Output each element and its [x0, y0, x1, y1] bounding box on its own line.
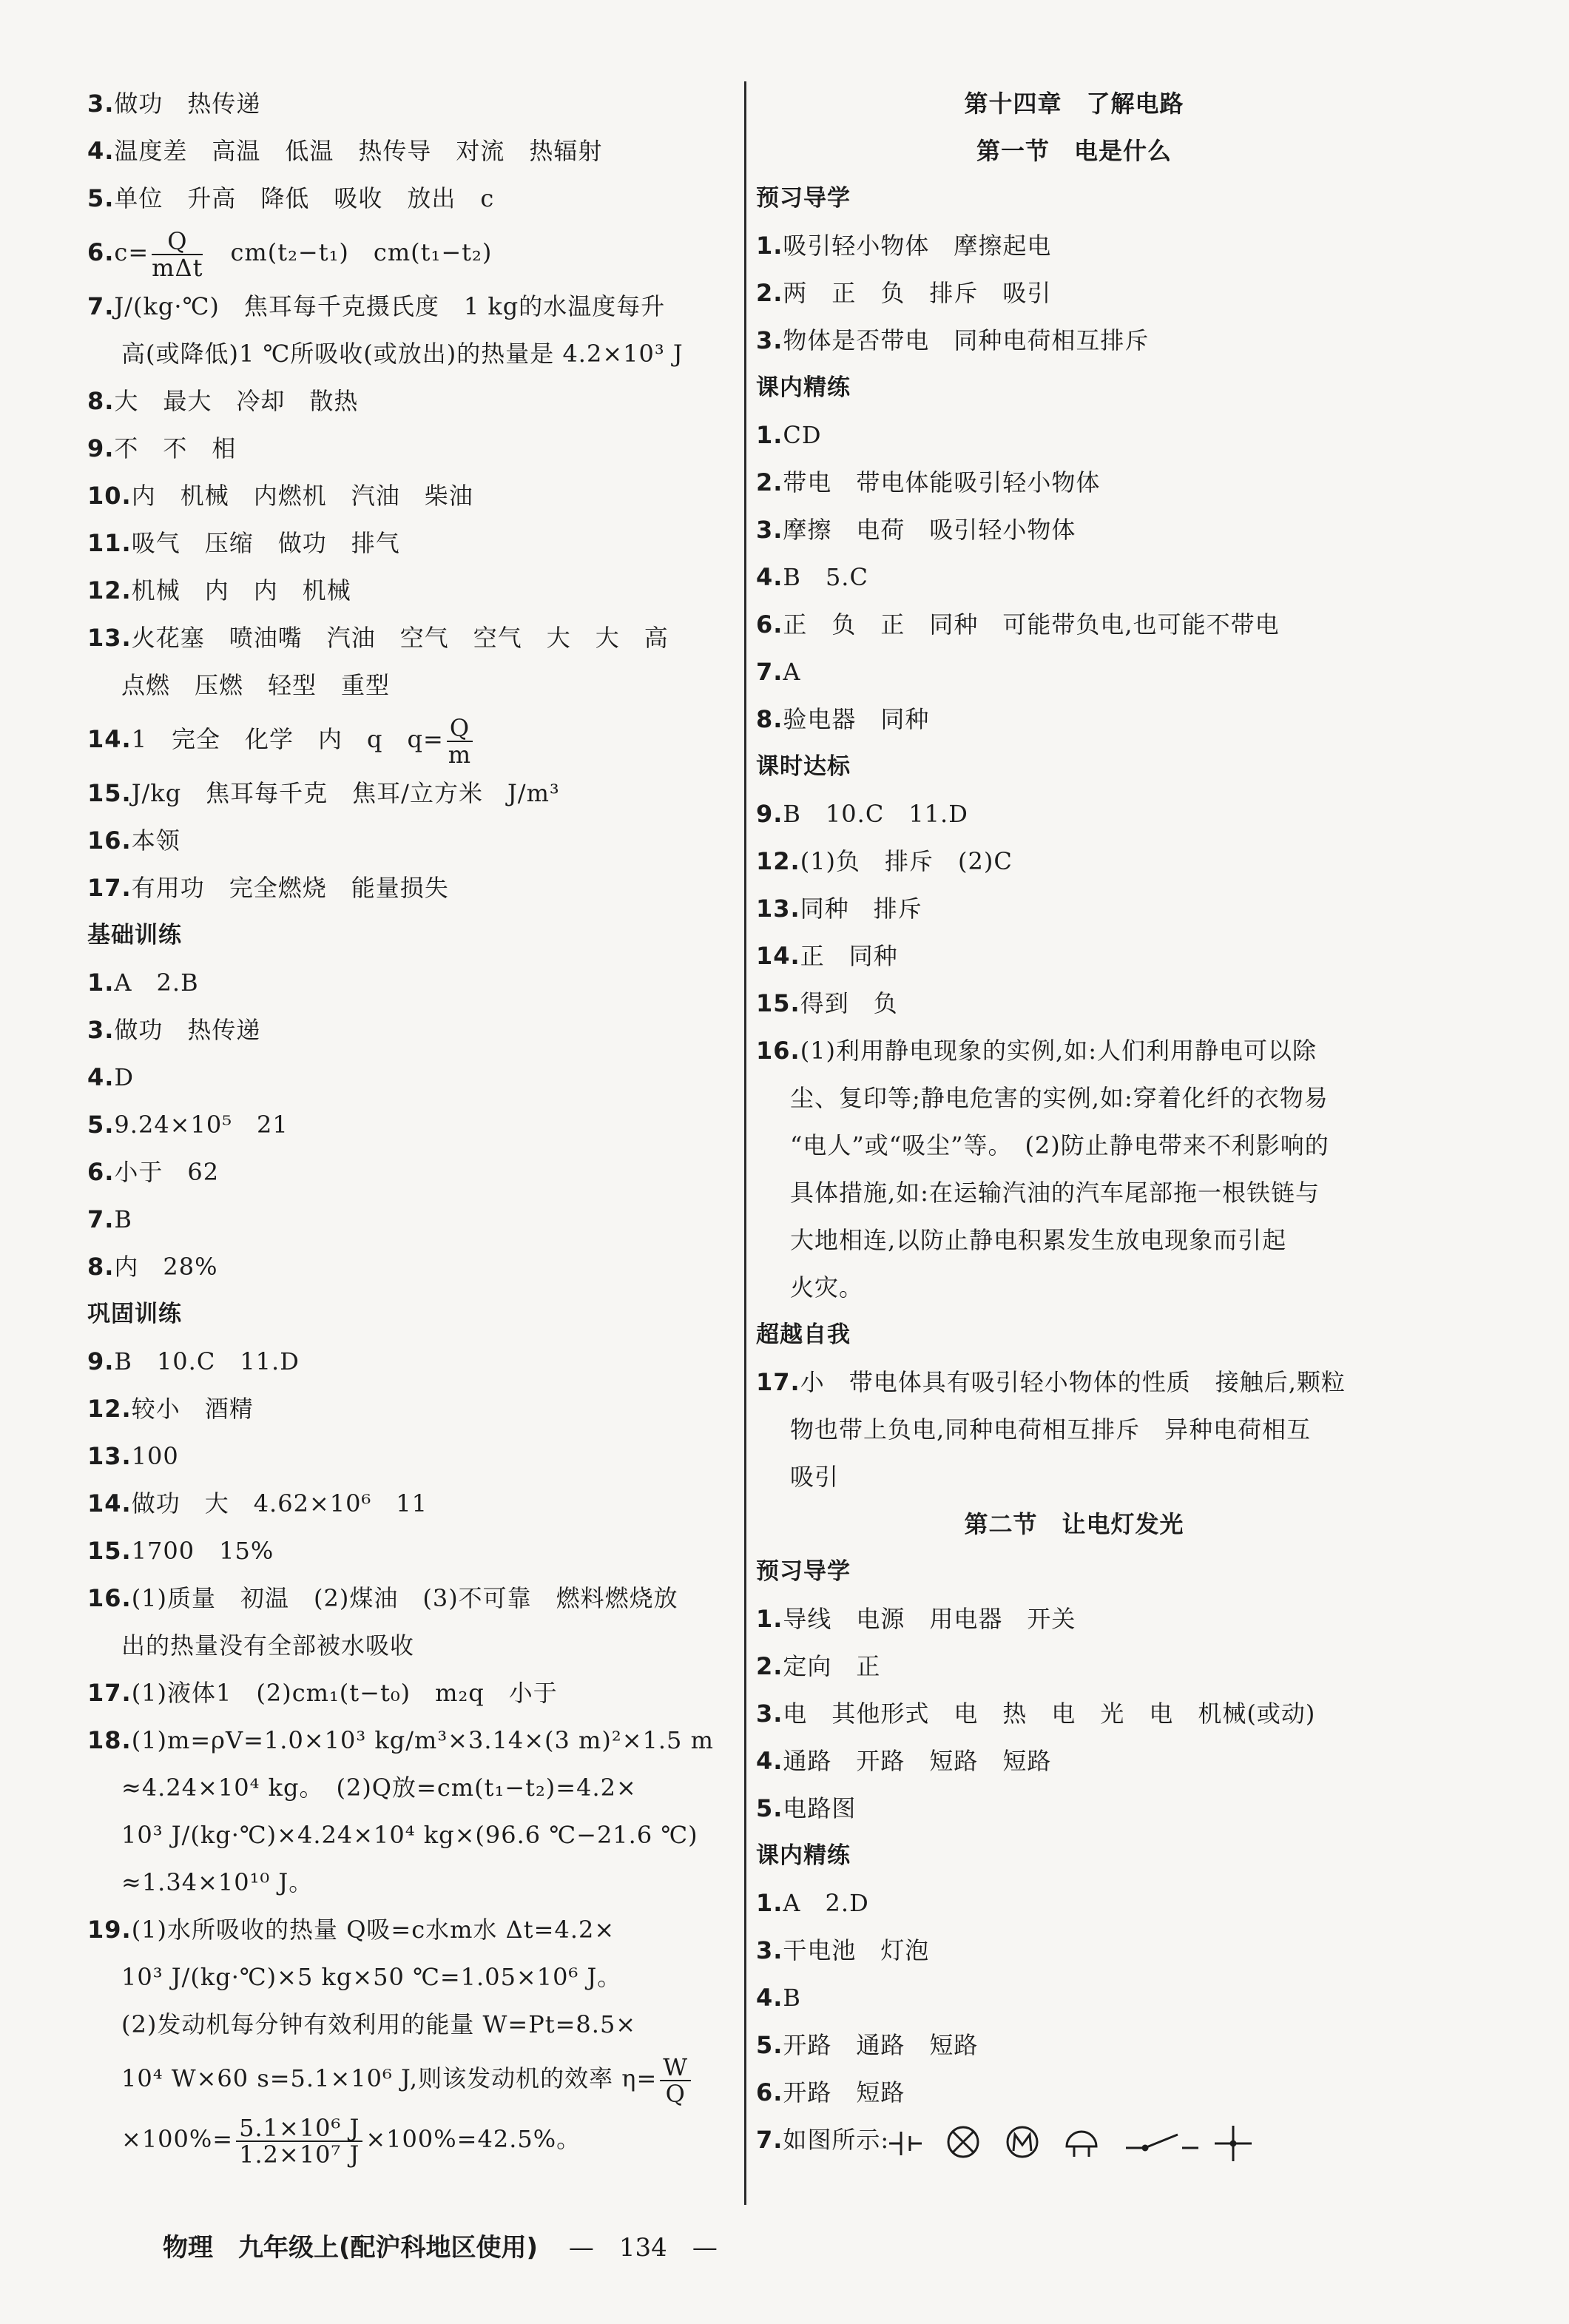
section-heading: 超越自我	[756, 1321, 851, 1348]
question-number: 18.	[87, 1726, 132, 1754]
fraction-denominator: m	[448, 740, 472, 769]
answer-line	[756, 885, 1392, 932]
question-number: 1.	[756, 421, 783, 449]
answer-text: 开路 短路	[783, 2078, 905, 2106]
fraction-numerator: 5.1×10⁶ J	[236, 2115, 362, 2142]
answer-line	[87, 1859, 738, 1906]
answer-text: 有用功 完全燃烧 能量损失	[131, 874, 449, 902]
answer-text: 较小 酒精	[131, 1395, 254, 1423]
question-number: 15.	[87, 779, 132, 807]
answer-line	[87, 1196, 738, 1243]
question-number: 16.	[756, 1037, 800, 1065]
question-number: 8.	[87, 387, 115, 415]
answer-text: 内 28%	[114, 1253, 218, 1281]
answer-text: 本领	[131, 826, 180, 855]
answer-line	[756, 1927, 1392, 1974]
answer-text: ×100%=	[121, 2125, 234, 2153]
section-heading: 预习导学	[756, 1558, 851, 1585]
answer-text: 大地相连,以防止静电积累发生放电现象而引起	[790, 1226, 1287, 1254]
answer-text: 做功 热传递	[114, 90, 261, 118]
answer-line	[87, 2109, 738, 2169]
question-number: 13.	[87, 624, 132, 652]
answer-line	[87, 1527, 738, 1574]
question-number: 1.	[756, 232, 783, 260]
answer-line	[756, 269, 1392, 317]
question-number: 16.	[87, 826, 132, 855]
left-column	[87, 80, 738, 2169]
answer-text: 不 不 相	[114, 434, 237, 462]
wire-junction-symbol-icon	[1215, 2126, 1252, 2161]
answer-text: 1700 15%	[131, 1537, 274, 1565]
question-number: 6.	[87, 238, 115, 266]
answer-line	[756, 317, 1392, 364]
answer-text: 摩擦 电荷 吸引轻小物体	[783, 516, 1076, 544]
bell-symbol-icon	[1067, 2132, 1096, 2157]
question-number: 5.	[87, 184, 115, 212]
question-number: 3.	[87, 1016, 115, 1044]
answer-line	[756, 932, 1392, 980]
question-number: 5.	[756, 2031, 783, 2059]
answer-text: 吸引	[790, 1463, 840, 1491]
answer-line	[87, 330, 738, 377]
fraction-numerator: Q	[447, 715, 473, 742]
answer-line	[87, 769, 738, 817]
answer-text: 高(或降低)1 ℃所吸收(或放出)的热量是 4.2×10³ J	[121, 340, 684, 368]
answer-line	[87, 1338, 738, 1385]
fraction	[236, 2115, 362, 2167]
question-number: 2.	[756, 279, 783, 307]
answer-line	[87, 1385, 738, 1432]
answer-line	[87, 2048, 738, 2109]
answer-text: 做功 热传递	[114, 1016, 261, 1044]
question-number: 4.	[756, 1747, 783, 1775]
question-number: 5.	[87, 1111, 115, 1139]
fraction-numerator: W	[660, 2055, 691, 2081]
answer-text: B	[783, 1984, 801, 2012]
question-number: 16.	[87, 1584, 132, 1612]
answer-text: 如图所示:	[783, 2126, 890, 2154]
chapter-heading: 第十四章 了解电路	[964, 90, 1184, 118]
answer-text: (1)液体1 (2)cm₁(t−t₀) m₂q 小于	[131, 1679, 558, 1707]
fraction	[152, 226, 203, 282]
answer-text: 正 同种	[800, 942, 898, 970]
answer-line	[87, 1669, 738, 1717]
fraction-numerator: Q	[152, 229, 203, 255]
question-number: 5.	[756, 1794, 783, 1822]
question-number: 8.	[756, 705, 783, 733]
answer-text: 两 正 负 排斥 吸引	[783, 279, 1052, 307]
question-number: 19.	[87, 1916, 132, 1944]
fraction	[660, 2052, 691, 2108]
answer-text: 单位 升高 降低 吸收 放出 c	[114, 184, 495, 212]
answer-text: B 5.C	[783, 563, 868, 591]
answer-line	[87, 175, 738, 222]
motor-symbol-icon	[1008, 2127, 1037, 2157]
answer-line	[87, 567, 738, 614]
answer-line	[87, 472, 738, 519]
answer-text: 出的热量没有全部被水吸收	[121, 1631, 415, 1660]
question-number: 17.	[87, 1679, 132, 1707]
answer-line	[756, 790, 1392, 838]
answer-line	[87, 1243, 738, 1290]
answer-text: 物体是否带电 同种电荷相互排斥	[783, 326, 1150, 354]
section-heading: 巩固训练	[87, 1301, 182, 1327]
answer-line	[87, 519, 738, 567]
answer-text: (1)质量 初温 (2)煤油 (3)不可靠 燃料燃烧放	[131, 1584, 678, 1612]
answer-line	[87, 127, 738, 175]
lamp-symbol-icon	[948, 2127, 978, 2157]
answer-text: 吸气 压缩 做功 排气	[131, 529, 400, 557]
question-number: 17.	[756, 1368, 800, 1396]
question-number: 14.	[87, 725, 132, 753]
question-number: 7.	[87, 1205, 115, 1233]
footer-subject: 物理 九年级上(配沪科地区使用)	[163, 2233, 539, 2263]
answer-text: 干电池 灯泡	[783, 1936, 930, 1964]
answer-text: 通路 开路 短路 短路	[783, 1747, 1052, 1775]
answer-line	[87, 222, 738, 283]
answer-text: 带电 带电体能吸引轻小物体	[783, 468, 1101, 496]
answer-text: 点燃 压燃 轻型 重型	[121, 671, 391, 699]
question-number: 6.	[756, 2078, 783, 2106]
question-number: 11.	[87, 529, 132, 557]
question-number: 14.	[87, 1489, 132, 1518]
question-number: 4.	[756, 1984, 783, 2012]
answer-text: 10⁴ W×60 s=5.1×10⁶ J,则该发动机的效率 η=	[121, 2064, 658, 2092]
question-number: 4.	[87, 1063, 115, 1091]
answer-line	[756, 695, 1392, 743]
answer-text: 大 最大 冷却 散热	[114, 387, 359, 415]
answer-line	[87, 864, 738, 912]
question-number: 3.	[756, 1936, 783, 1964]
fraction-denominator: mΔt	[152, 253, 203, 282]
answer-text: B 10.C 11.D	[783, 800, 968, 828]
chapter-heading: 第一节 电是什么	[976, 137, 1172, 165]
answer-text: 1 完全 化学 内 q q=	[131, 725, 444, 753]
question-number: 8.	[87, 1253, 115, 1281]
answer-line	[756, 1643, 1392, 1690]
answer-line	[756, 411, 1392, 459]
answer-text: 9.24×10⁵ 21	[114, 1111, 289, 1139]
answer-text: ≈4.24×10⁴ kg。 (2)Q放=cm(t₁−t₂)=4.2×	[121, 1774, 637, 1802]
question-number: 2.	[756, 468, 783, 496]
answer-text: (2)发动机每分钟有效利用的能量 W=Pt=8.5×	[121, 2010, 637, 2038]
answer-line	[756, 1027, 1392, 1074]
question-number: 10.	[87, 482, 132, 510]
answer-text: 得到 负	[800, 989, 898, 1017]
answer-text: ×100%=42.5%。	[365, 2125, 581, 2153]
question-number: 4.	[756, 563, 783, 591]
question-number: 2.	[756, 1652, 783, 1680]
answer-text: B 10.C 11.D	[114, 1347, 300, 1375]
answer-line	[87, 1148, 738, 1196]
question-number: 6.	[87, 1158, 115, 1186]
answer-line	[756, 1595, 1392, 1643]
answer-line	[756, 1169, 1392, 1216]
circuit-symbols-figure	[889, 2121, 1289, 2163]
question-number: 4.	[87, 137, 115, 165]
question-number: 13.	[87, 1442, 132, 1470]
answer-text: J/kg 焦耳每千克 焦耳/立方米 J/m³	[131, 779, 560, 807]
page-number: — 134 —	[568, 2233, 718, 2263]
answer-text: cm(t₂−t₁) cm(t₁−t₂)	[206, 238, 493, 266]
answer-line	[87, 1101, 738, 1148]
answer-text: 小 带电体具有吸引轻小物体的性质 接触后,颗粒	[800, 1368, 1346, 1396]
answer-text: 小于 62	[114, 1158, 220, 1186]
answer-text: A 2.B	[114, 969, 199, 997]
question-number: 1.	[87, 969, 115, 997]
answer-line	[87, 1432, 738, 1480]
answer-line	[87, 377, 738, 425]
answer-text: 开路 通路 短路	[783, 2031, 979, 2059]
answer-line	[87, 1054, 738, 1101]
answer-line	[87, 1006, 738, 1054]
answer-text: (1)m=ρV=1.0×10³ kg/m³×3.14×(3 m)²×1.5 m	[131, 1726, 714, 1754]
answer-line	[756, 1453, 1392, 1501]
answer-text: D	[114, 1063, 135, 1091]
question-number: 3.	[756, 1700, 783, 1728]
answer-line	[756, 2021, 1392, 2069]
answer-line	[87, 283, 738, 330]
question-number: 15.	[756, 989, 800, 1017]
answer-text: 做功 大 4.62×10⁶ 11	[131, 1489, 428, 1518]
answer-line	[87, 1717, 738, 1764]
answer-text: (1)利用静电现象的实例,如:人们利用静电可以除	[800, 1037, 1317, 1065]
page-footer	[163, 2227, 718, 2263]
section-heading: 课时达标	[756, 753, 851, 780]
question-number: 1.	[756, 1889, 783, 1917]
question-number: 7.	[87, 292, 115, 320]
answer-line	[756, 980, 1392, 1027]
answer-line	[87, 1906, 738, 1953]
battery-symbol-icon	[889, 2132, 922, 2155]
answer-text: 电路图	[783, 1794, 857, 1822]
question-number: 15.	[87, 1537, 132, 1565]
column-divider	[744, 81, 746, 2205]
answer-line	[756, 1264, 1392, 1311]
answer-text: 10³ J/(kg·℃)×4.24×10⁴ kg×(96.6 ℃−21.6 ℃)	[121, 1821, 698, 1849]
answer-line	[87, 959, 738, 1006]
question-number: 1.	[756, 1605, 783, 1633]
answer-line	[756, 1216, 1392, 1264]
answer-text: B	[114, 1205, 132, 1233]
answer-line	[756, 1974, 1392, 2021]
question-number: 3.	[756, 326, 783, 354]
question-number: 13.	[756, 895, 800, 923]
answer-text: c=	[114, 238, 149, 266]
answer-line	[87, 1953, 738, 2001]
answer-text: 物也带上负电,同种电荷相互排斥 异种电荷相互	[790, 1415, 1312, 1444]
answer-line	[87, 1622, 738, 1669]
answer-line	[87, 1480, 738, 1527]
answer-line	[756, 2069, 1392, 2116]
question-number: 7.	[756, 658, 783, 686]
question-number: 3.	[756, 516, 783, 544]
section-heading: 课内精练	[756, 1842, 851, 1869]
answer-text: 吸引轻小物体 摩擦起电	[783, 232, 1052, 260]
answer-text: 火花塞 喷油嘴 汽油 空气 空气 大 大 高	[131, 624, 669, 652]
answer-text: 同种 排斥	[800, 895, 922, 923]
answer-line	[756, 1074, 1392, 1122]
answer-line	[756, 1879, 1392, 1927]
answer-text: 内 机械 内燃机 汽油 柴油	[131, 482, 473, 510]
answer-line	[756, 1785, 1392, 1832]
answer-text: 尘、复印等;静电危害的实例,如:穿着化纤的衣物易	[790, 1084, 1329, 1112]
answer-line	[87, 2001, 738, 2048]
question-number: 17.	[87, 874, 132, 902]
question-number: 7.	[756, 2126, 783, 2154]
answer-line	[756, 838, 1392, 885]
answer-line	[756, 601, 1392, 648]
answer-line	[87, 425, 738, 472]
answer-text: 温度差 高温 低温 热传导 对流 热辐射	[114, 137, 603, 165]
answer-line	[756, 1737, 1392, 1785]
question-number: 12.	[87, 1395, 132, 1423]
fraction-denominator: 1.2×10⁷ J	[239, 2140, 360, 2169]
answer-line	[87, 80, 738, 127]
question-number: 14.	[756, 942, 800, 970]
answer-line	[756, 506, 1392, 553]
answer-line	[756, 1406, 1392, 1453]
question-number: 6.	[756, 610, 783, 639]
section-heading: 课内精练	[756, 374, 851, 401]
answer-text: CD	[783, 421, 822, 449]
question-number: 3.	[87, 90, 115, 118]
answer-line	[756, 459, 1392, 506]
answer-text: A	[783, 658, 801, 686]
answer-text: 火灾。	[790, 1273, 864, 1301]
fraction	[447, 715, 473, 767]
question-number: 9.	[756, 800, 783, 828]
section-heading: 基础训练	[87, 922, 182, 949]
answer-text: 导线 电源 用电器 开关	[783, 1605, 1076, 1633]
answer-text: 具体措施,如:在运输汽油的汽车尾部拖一根铁链与	[790, 1179, 1320, 1207]
answer-line	[87, 709, 738, 769]
answer-line	[87, 614, 738, 661]
answer-text: 10³ J/(kg·℃)×5 kg×50 ℃=1.05×10⁶ J。	[121, 1963, 622, 1991]
answer-line	[756, 1690, 1392, 1737]
switch-symbol-icon	[1126, 2135, 1198, 2150]
answer-line	[87, 1574, 738, 1622]
answer-text: ≈1.34×10¹⁰ J。	[121, 1868, 314, 1896]
answer-line	[756, 553, 1392, 601]
answer-line	[87, 817, 738, 864]
answer-text: 定向 正	[783, 1652, 881, 1680]
answer-line	[756, 1122, 1392, 1169]
answer-line	[756, 648, 1392, 695]
chapter-heading: 第二节 让电灯发光	[964, 1510, 1184, 1538]
answer-line	[756, 222, 1392, 269]
question-number: 9.	[87, 434, 115, 462]
answer-text: 电 其他形式 电 热 电 光 电 机械(或动)	[783, 1700, 1316, 1728]
answer-line	[756, 2116, 1392, 2163]
question-number: 12.	[756, 847, 800, 875]
answer-text: (1)负 排斥 (2)C	[800, 847, 1013, 875]
fraction-denominator: Q	[665, 2079, 686, 2108]
question-number: 12.	[87, 576, 132, 604]
answer-line	[87, 1764, 738, 1811]
question-number: 9.	[87, 1347, 115, 1375]
answer-text: 机械 内 内 机械	[131, 576, 351, 604]
answer-text: J/(kg·℃) 焦耳每千克摄氏度 1 kg的水温度每升	[114, 292, 666, 320]
answer-text: A 2.D	[783, 1889, 869, 1917]
right-column	[756, 80, 1392, 2163]
section-heading: 预习导学	[756, 185, 851, 212]
answer-text: 正 负 正 同种 可能带负电,也可能不带电	[783, 610, 1280, 639]
answer-text: 100	[131, 1442, 179, 1470]
answer-line	[87, 1811, 738, 1859]
answer-line	[756, 1358, 1392, 1406]
answer-text: (1)水所吸收的热量 Q吸=c水m水 Δt=4.2×	[131, 1916, 615, 1944]
answer-line	[87, 661, 738, 709]
answer-text: “电人”或“吸尘”等。 (2)防止静电带来不利影响的	[790, 1131, 1329, 1159]
answer-text: 验电器 同种	[783, 705, 930, 733]
